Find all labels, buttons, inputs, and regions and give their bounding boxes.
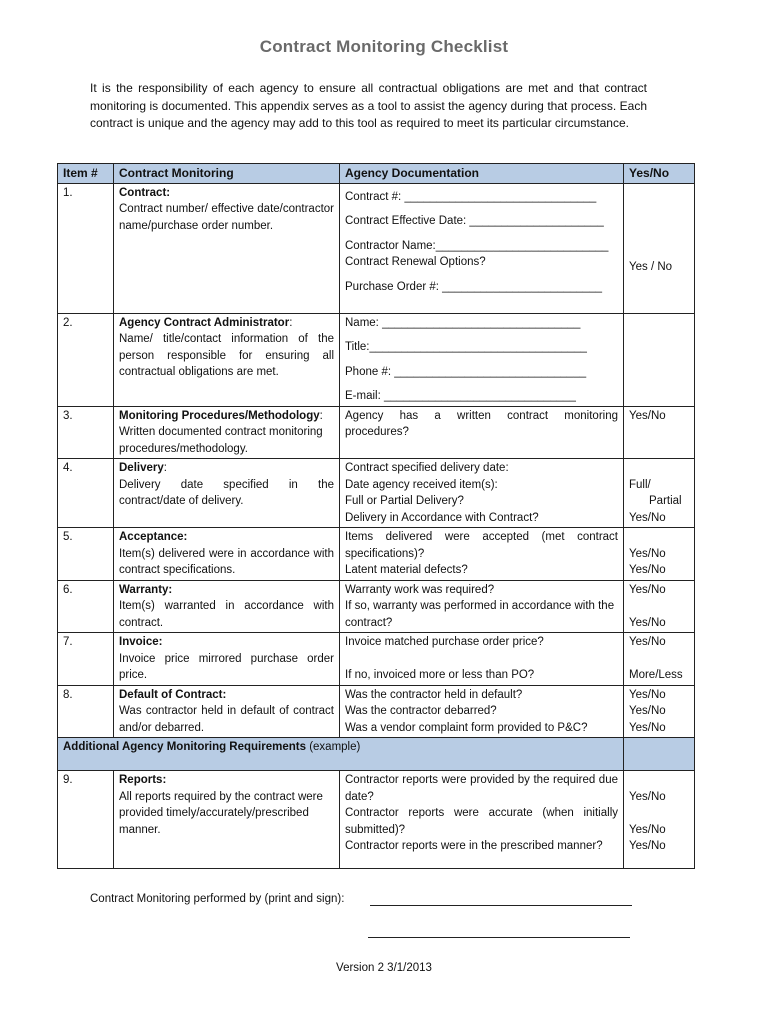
additional-requirements-cell	[58, 738, 624, 771]
document-title: Contract Monitoring Checklist	[259, 37, 509, 56]
monitoring-cell	[114, 528, 340, 581]
doc-line: Was a vendor complaint form provided to P&C?	[345, 721, 588, 734]
doc-line: Phone #: ______________________________	[345, 365, 587, 378]
item-number: 1.	[58, 183, 114, 313]
doc-line: Was the contractor debarred?	[345, 705, 497, 717]
table-row	[58, 580, 695, 633]
row-title: Warranty:	[119, 583, 173, 596]
row-title: Agency Contract Administrator	[119, 316, 290, 329]
doc-line: Contractor reports were provided by the required due date?	[345, 774, 618, 803]
yes-no-cell	[624, 633, 695, 686]
documentation-cell	[340, 183, 624, 313]
row-description: Item(s) delivered were in accordance with contract specifications.	[119, 547, 334, 576]
row-title-suffix: :	[319, 409, 323, 422]
yes-no-value: Yes/No	[629, 616, 666, 629]
doc-line: Title:__________________________________	[345, 341, 587, 353]
yes-no-cell	[624, 685, 695, 738]
yes-no-value: Yes/No	[629, 823, 666, 836]
row-title: Contract:	[119, 186, 171, 199]
doc-line: Delivery in Accordance with Contract?	[345, 511, 539, 524]
row-title: Invoice:	[119, 636, 163, 648]
row-description: Was contractor held in default of contract and/or debarred.	[119, 705, 334, 734]
row-title: Default of Contract:	[119, 688, 227, 701]
item-number: 3.	[58, 406, 114, 459]
doc-line: If so, warranty was performed in accordance with the contract?	[345, 600, 615, 629]
header-agency-documentation: Agency Documentation	[340, 164, 624, 184]
row-description: Invoice price mirrored purchase order price.	[119, 652, 334, 681]
yes-no-value: More/Less	[629, 669, 683, 681]
yes-no-cell	[624, 528, 695, 581]
row-description: Name/ title/contact information of the person responsible for ensuring all contractual obligations are met.	[119, 333, 334, 378]
monitoring-cell	[114, 406, 340, 459]
item-number: 9.	[58, 771, 114, 869]
yes-no-value: Yes/No	[629, 688, 666, 701]
doc-line: Contractor Name:___________________________	[345, 239, 609, 252]
doc-line: Contractor reports were accurate (when initially submitted)?	[345, 807, 618, 836]
row-description: Written documented contract monitoring procedures/methodology.	[119, 426, 323, 455]
item-number: 6.	[58, 580, 114, 633]
doc-line: Full or Partial Delivery?	[345, 495, 464, 507]
item-number: 2.	[58, 313, 114, 406]
row-title: Monitoring Procedures/Methodology	[119, 409, 320, 422]
monitoring-cell	[114, 459, 340, 528]
doc-line: Agency has a written contract monitoring procedures?	[345, 409, 618, 438]
monitoring-cell	[114, 580, 340, 633]
doc-line: Invoice matched purchase order price?	[345, 636, 544, 648]
table-row	[58, 685, 695, 738]
doc-line: Was the contractor held in default?	[345, 688, 523, 701]
item-number: 5.	[58, 528, 114, 581]
header-yes-no: Yes/No	[624, 164, 695, 184]
doc-line: Contract specified delivery date:	[345, 462, 509, 474]
yes-no-value: Full/	[629, 478, 651, 491]
monitoring-cell	[114, 685, 340, 738]
signature-label: Contract Monitoring performed by (print and sign):	[90, 893, 345, 905]
doc-line: E-mail: ______________________________	[345, 390, 576, 402]
yes-no-value: Yes / No	[629, 260, 673, 273]
yes-no-value: Yes/No	[629, 840, 666, 852]
item-number: 8.	[58, 685, 114, 738]
table-row	[58, 313, 695, 406]
doc-line: Contract Renewal Options?	[345, 256, 486, 268]
header-item: Item #	[58, 164, 114, 184]
documentation-cell	[340, 771, 624, 869]
table-row	[58, 459, 695, 528]
yes-no-value: Yes/No	[629, 409, 666, 422]
table-row	[58, 771, 695, 869]
documentation-cell	[340, 406, 624, 459]
yes-no-value: Partial	[649, 495, 682, 507]
monitoring-cell	[114, 183, 340, 313]
monitoring-cell	[114, 771, 340, 869]
additional-requirements-yn-cell	[624, 738, 695, 771]
table-header-row	[58, 164, 695, 184]
version-footer: Version 2 3/1/2013	[336, 962, 432, 974]
table-row	[58, 183, 695, 313]
row-title: Delivery	[119, 462, 164, 474]
checklist-table	[57, 163, 695, 869]
row-title-suffix: :	[163, 462, 167, 474]
table-row	[58, 633, 695, 686]
yes-no-value: Yes/No	[629, 636, 666, 648]
monitoring-cell	[114, 633, 340, 686]
additional-requirements-note: (example)	[309, 741, 361, 753]
signature-line-print[interactable]	[370, 905, 632, 906]
yes-no-value: Yes/No	[629, 705, 666, 717]
doc-line: Name: _______________________________	[345, 316, 581, 329]
doc-line: Latent material defects?	[345, 564, 468, 576]
item-number: 7.	[58, 633, 114, 686]
yes-no-value: Yes/No	[629, 547, 666, 560]
monitoring-cell	[114, 313, 340, 406]
yes-no-cell	[624, 459, 695, 528]
doc-line: Contract #: ______________________________	[345, 190, 597, 203]
yes-no-value: Yes/No	[629, 721, 666, 734]
table-row	[58, 528, 695, 581]
additional-requirements-label: Additional Agency Monitoring Requirements	[63, 741, 306, 753]
yes-no-cell	[624, 771, 695, 869]
signature-line-sign[interactable]	[368, 937, 630, 938]
yes-no-cell	[624, 313, 695, 406]
doc-line: Items delivered were accepted (met contract specifications)?	[345, 531, 618, 560]
documentation-cell	[340, 528, 624, 581]
yes-no-value: Yes/No	[629, 790, 666, 803]
yes-no-cell	[624, 580, 695, 633]
additional-requirements-row	[58, 738, 695, 771]
yes-no-value: Yes/No	[629, 511, 666, 524]
row-title: Reports:	[119, 774, 167, 786]
row-title-suffix: :	[289, 316, 293, 329]
doc-line: If no, invoiced more or less than PO?	[345, 669, 535, 681]
table-row	[58, 406, 695, 459]
row-description: All reports required by the contract were provided timely/accurately/prescribed manner.	[119, 790, 323, 836]
yes-no-cell	[624, 183, 695, 313]
yes-no-cell	[624, 406, 695, 459]
yes-no-value: Yes/No	[629, 564, 666, 576]
documentation-cell	[340, 685, 624, 738]
item-number: 4.	[58, 459, 114, 528]
doc-line: Contractor reports were in the prescribed manner?	[345, 840, 603, 852]
doc-line: Contract Effective Date: _____________________	[345, 215, 604, 227]
documentation-cell	[340, 459, 624, 528]
row-description: Item(s) warranted in accordance with contract.	[119, 600, 334, 629]
doc-line: Date agency received item(s):	[345, 478, 498, 491]
intro-paragraph: It is the responsibility of each agency to ensure all contractual obligations are met and that contract monitoring is documented. This appendix serves as a tool to assist the agency during that process. Each contract is unique and the agency may add to this tool as required to meet its particular circumstance.	[90, 81, 647, 130]
doc-line: Warranty work was required?	[345, 583, 495, 596]
documentation-cell	[340, 633, 624, 686]
header-contract-monitoring: Contract Monitoring	[114, 164, 340, 184]
row-description: Delivery date specified in the contract/date of delivery.	[119, 478, 334, 507]
row-title: Acceptance:	[119, 531, 188, 543]
doc-line: Purchase Order #: _________________________	[345, 280, 603, 293]
row-description: Contract number/ effective date/contractor name/purchase order number.	[119, 203, 334, 232]
yes-no-value: Yes/No	[629, 583, 666, 596]
documentation-cell	[340, 313, 624, 406]
documentation-cell	[340, 580, 624, 633]
